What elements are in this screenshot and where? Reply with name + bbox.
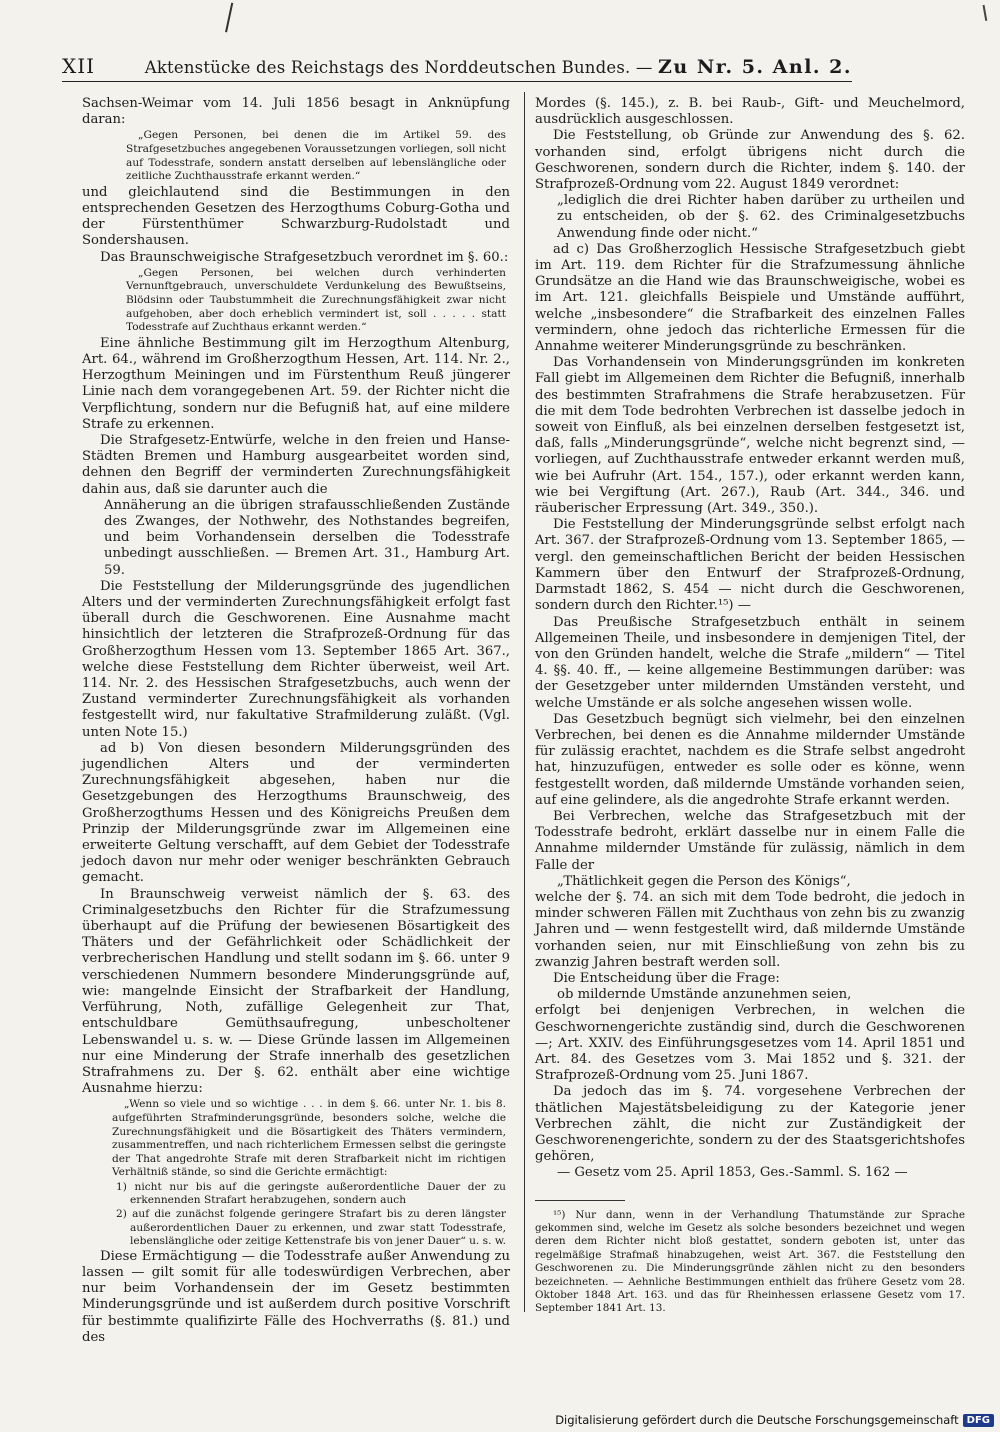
running-title-text: Aktenstücke des Reichstags des Norddeutschen Bundes. — [144,58,653,77]
paragraph: welche der §. 74. an sich mit dem Tode bedroht, die jedoch in minder schweren Fällen mit Zuchthaus von zehn bis zu zwanzig Jahren und — wenn festgestellt wird, daß mildernde Umstände vorhanden seien, nur mit Einschließung von zehn bis zu zwanzig Jahren bestraft werden soll. [535,889,965,970]
scan-mark [225,3,247,36]
scan-mark [971,5,988,23]
paragraph: Das Braunschweigische Strafgesetzbuch verordnet im §. 60.: [100,249,509,265]
dfg-logo: DFG [963,1414,994,1427]
page-header [62,46,852,82]
right-column [535,96,965,1316]
paragraph: Die Strafgesetz-Entwürfe, welche in den freien und Hanse-Städten Bremen und Hamburg ausgearbeitet worden sind, dehnen den Begriff der verminderten Zurechnungsfähigkeit dahin aus, daß sie darunter auch die [82,432,510,497]
paragraph: Die Entscheidung über die Frage: [553,970,780,986]
quoted-block: Annäherung an die übrigen strafausschließenden Zustände des Zwanges, der Nothwehr, des Nothstandes begreifen, und beim Vorhandensein derselben die Todesstrafe unbedingt ausschließen. — Bremen Art. 31., Hamburg Art. 59. [104,497,510,578]
quotation: „Gegen Personen, bei denen die im Artikel 59. des Strafgesetzbuches angegebenen Voraussetzungen vorliegen, soll nicht auf Todesstrafe, sondern anstatt derselben auf lebenslängliche oder zeitliche Zuchthausstrafe erkannt werden.“ [126,129,506,183]
page-number: XII [62,54,96,78]
paragraph: Sachsen-Weimar vom 14. Juli 1856 besagt in Anknüpfung daran: [82,96,510,128]
quoted-block: „Thätlichkeit gegen die Person des Königs“, [557,873,851,889]
column-divider [524,92,525,1312]
paragraph: Die Feststellung, ob Gründe zur Anwendung des §. 62. vorhanden sind, erfolgt übrigens nicht durch die Geschworenen, sondern durch die Richter, indem §. 140. der Strafprozeß-Ordnung vom 22. August 1849 verordnet: [535,128,965,193]
numbered-item: 2) auf die zunächst folgende geringere Strafart bis zu deren längster außerordentlichen Dauer zu erkennen, und zwar statt Todesstrafe, lebenslängliche oder zeitige Kettenstrafe bis von jener Dauer“ u. s. w. [116,1208,507,1248]
paragraph: ad c) Das Großherzoglich Hessische Strafgesetzbuch giebt im Art. 119. dem Richter für die Strafzumessung ähnliche Grundsätze an die Hand wie das Braunschweigische, wobei es im Art. 121. gleichfalls Beispiele und Umstände aufführt, welche „insbesondere“ die Strafbarkeit des einzelnen Falles vermindern, ohne jedoch das richterliche Ermessen für die Annahme weiterer Minderungsgründe zu beschränken. [535,241,965,355]
running-title [145,56,852,78]
paragraph: ad b) Von diesen besondern Milderungsgründen des jugendlichen Alters und der verminderten Zurechnungsfähigkeit abgesehen, haben nur die Gesetzgebungen des Herzogthums Braunschweig, des Großherzogthums Hessen und des Königreichs Preußen dem Prinzip der Milderungsgründe zwar im Allgemeinen eine erweiterte Geltung verschafft, auf dem Gebiet der Todesstrafe jedoch davon nur mehr oder weniger beschränkten Gebrauch gemacht. [82,740,510,886]
quoted-block: — Gesetz vom 25. April 1853, Ges.-Samml. S. 162 — [557,1165,908,1181]
quotation: „Wenn so viele und so wichtige . . . in dem §. 66. unter Nr. 1. bis 8. aufgeführten Strafminderungsgründe, besonders solche, welche die Zurechnungsfähigkeit und die Bösartigkeit des Thäters vermindern, zusammentreffen, und nach richterlichem Ermessen selbst die geringste der That angedrohte Strafe mit deren Strafbarkeit nicht im richtigen Verhältniß stände, so sind die Gerichte ermächtigt: [112,1098,506,1179]
paragraph: Die Feststellung der Milderungsgründe des jugendlichen Alters und der verminderten Zurechnungsfähigkeit erfolgt fast überall durch die Geschworenen. Eine Ausnahme macht hinsichtlich der letzteren die Strafprozeß-Ordnung für das Großherzogthum Hessen vom 13. September 1865 Art. 367., welche diese Feststellung dem Richter überweist, weil Art. 114. Nr. 2. des Hessischen Strafgesetzbuchs, auch wenn der Zustand verminderter Zurechnungsfähigkeit als vorhanden festgestellt wird, nur fakultative Strafmilderung zuläßt. (Vgl. unten Note 15.) [82,578,510,740]
paragraph: Das Preußische Strafgesetzbuch enthält in seinem Allgemeinen Theile, und insbesondere in demjenigen Titel, der von den Gründen handelt, welche die Strafe „mildern“ — Titel 4. §§. 40. ff., — keine allgemeine Bestimmungen darüber: was der Gesetzgeber unter mildernden Umständen versteht, und welche Umstände er als solche angesehen wissen wolle. [535,614,965,711]
paragraph: In Braunschweig verweist nämlich der §. 63. des Criminalgesetzbuchs den Richter für die Strafzumessung überhaupt auf die Prüfung der bewiesenen Bösartigkeit des Thäters und der Gefährlichkeit oder Schädlichkeit der verbrecherischen Handlung und stellt sodann im §. 66. unter 9 verschiedenen Nummern besondere Minderungsgründe auf, wie: mangelnde Einsicht der Strafbarkeit der Handlung, Verführung, Noth, zufällige Gelegenheit zur That, entschuldbare Gemüthsaufregung, unbescholtener Lebenswandel u. s. w. — Diese Gründe lassen im Allgemeinen nur eine Minderung der Strafe innerhalb des gesetzlichen Strafrahmens zu. Der §. 62. enthält aber eine wichtige Ausnahme hierzu: [82,886,510,1097]
paragraph: Die Feststellung der Minderungsgründe selbst erfolgt nach Art. 367. der Strafprozeß-Ordnung vom 13. September 1865, — vergl. den gemeinschaftlichen Bericht der beiden Hessischen Kammern über den Entwurf der Strafprozeß-Ordnung, Darmstadt 1862, S. 454 — nicht durch die Geschworenen, sondern durch den Richter.¹⁵) — [535,517,965,614]
paragraph: und gleichlautend sind die Bestimmungen in den entsprechenden Gesetzen des Herzogthums Coburg-Gotha und der Fürstenthümer Schwarzburg-Rudolstadt und Sondershausen. [82,184,510,249]
footnote: ¹⁵) Nur dann, wenn in der Verhandlung Thatumstände zur Sprache gekommen sind, welche im Gesetz als solche besonders bezeichnet und wegen deren dem Richter nicht bloß gestattet, sondern geboten ist, unter das regelmäßige Strafmaß hinabzugehen, weist Art. 367. die Feststellung den Geschworenen zu. Die Minderungsgründe zählen nicht zu den besonders bezeichneten. — Aehnliche Bestimmungen enthielt das frühere Gesetz vom 28. Oktober 1848 Art. 163. und das für Rheinhessen erlassene Gesetz vom 17. September 1841 Art. 13. [535,1208,965,1315]
quoted-block: „lediglich die drei Richter haben darüber zu urtheilen und zu entscheiden, ob der §. 62. des Criminalgesetzbuchs Anwendung finde oder nicht.“ [557,193,965,241]
digitization-footer [0,1411,994,1429]
paragraph: Das Gesetzbuch begnügt sich vielmehr, bei den einzelnen Verbrechen, bei denen es die Annahme mildernder Umstände für zulässig erachtet, nachdem es die Strafe selbst angedroht hat, hinzuzufügen, entweder es solle oder es könne, wenn festgestellt worden, daß mildernde Umstände vorhanden seien, auf eine gelindere, als die angedrohte Strafe erkannt werden. [535,711,965,808]
funding-note: Digitalisierung gefördert durch die Deutsche Forschungsgemeinschaft [555,1413,959,1427]
quoted-block: ob mildernde Umstände anzunehmen seien, [557,987,852,1003]
numbered-item: 1) nicht nur bis auf die geringste außerordentliche Dauer der zu erkennenden Strafart herabzugehen, sondern auch [116,1180,506,1207]
paragraph: Diese Ermächtigung — die Todesstrafe außer Anwendung zu lassen — gilt somit für alle todeswürdigen Verbrechen, aber nur beim Vorhandensein der im Gesetz bestimmten Minderungsgründe und ist außerdem durch positive Vorschrift für bestimmte qualifizirte Fälle des Hochverraths (§. 81.) und des [82,1248,510,1345]
paragraph: Bei Verbrechen, welche das Strafgesetzbuch mit der Todesstrafe bedroht, erklärt dasselbe nur in einem Falle die Annahme mildernder Umstände für zulässig, nämlich in dem Falle der [535,808,965,873]
left-column [82,96,510,1346]
paragraph: Eine ähnliche Bestimmung gilt im Herzogthum Altenburg, Art. 64., während im Großherzogthum Hessen, Art. 114. Nr. 2., Herzogthum Meiningen und im Fürstenthum Reuß jüngerer Linie nach dem vorangegebenen Art. 59. der Richter nicht die Verpflichtung, sondern nur die Befugniß hat, auf eine mildere Strafe zu erkennen. [82,335,510,432]
paragraph: Da jedoch das im §. 74. vorgesehene Verbrechen der thätlichen Majestätsbeleidigung zu der Kategorie jener Verbrechen zählt, die nicht zur Zuständigkeit der Geschworenengerichte, sondern zu der des Staatsgerichtshofes gehören, [535,1084,965,1165]
document-reference: Zu Nr. 5. Anl. 2. [658,56,852,78]
paragraph: erfolgt bei denjenigen Verbrechen, in welchen die Geschwornengerichte zuständig sind, durch die Geschworenen —; Art. XXIV. des Einführungsgesetzes vom 14. April 1851 und Art. 84. des Gesetzes vom 3. Mai 1852 und §. 321. der Strafprozeß-Ordnung vom 25. Juni 1867. [535,1003,965,1084]
quotation: „Gegen Personen, bei welchen durch verhinderten Vernunftgebrauch, unverschuldete Verdunkelung des Bewußtseins, Blödsinn oder Taubstummheit die Zurechnungsfähigkeit zwar nicht aufgehoben, aber doch erheblich vermindert ist, soll . . . . . statt Todesstrafe auf Zuchthaus erkannt werden.“ [126,266,506,334]
paragraph: Das Vorhandensein von Minderungsgründen im konkreten Fall giebt im Allgemeinen dem Richter die Befugniß, innerhalb des bestimmten Strafrahmens die Strafe herabzusetzen. Für die mit dem Tode bedrohten Verbrechen ist dasselbe jedoch in soweit von Einfluß, als bei einzelnen derselben festgesetzt ist, daß, falls „Minderungsgründe“, welche nicht begrenzt sind, — vorliegen, auf Zuchthausstrafe entweder erkannt werden muß, wie bei Aufruhr (Art. 154., 157.), oder erkannt werden kann, wie bei Vergiftung (Art. 267.), Raub (Art. 344., 346. und räuberischer Erpressung (Art. 349., 350.). [535,355,965,517]
paragraph: Mordes (§. 145.), z. B. bei Raub-, Gift- und Meuchelmord, ausdrücklich ausgeschlossen. [535,96,965,128]
footnote-rule [535,1200,625,1201]
